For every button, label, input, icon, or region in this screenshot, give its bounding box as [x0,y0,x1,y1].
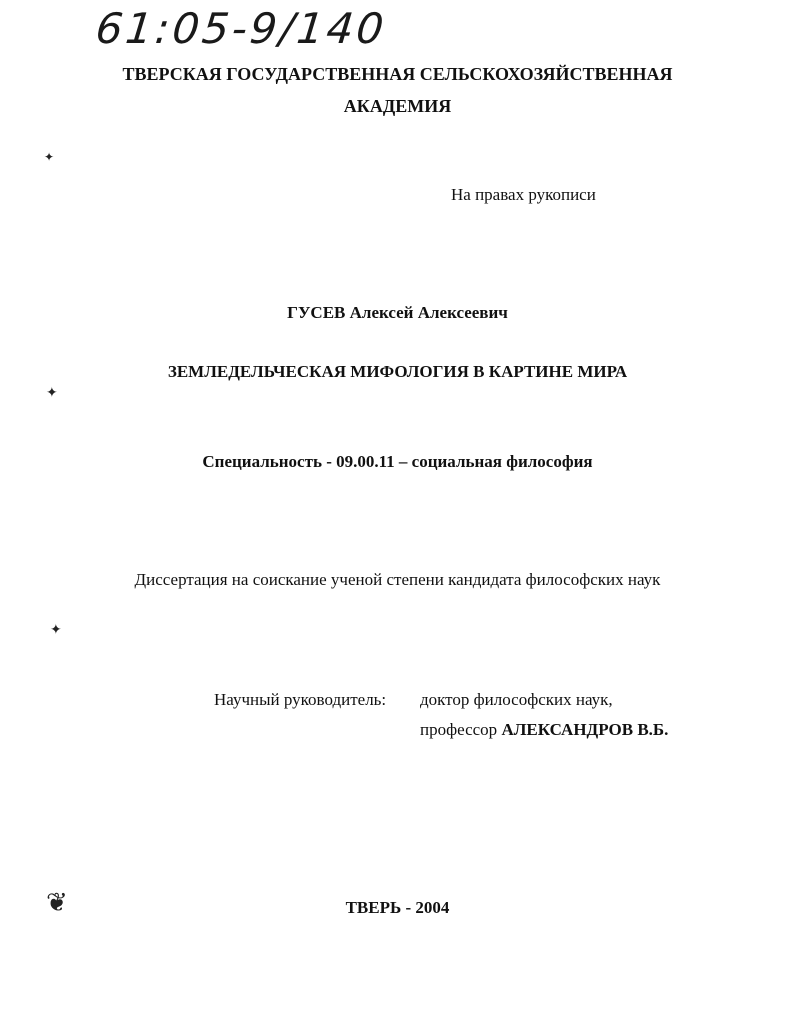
margin-mark-icon: ❦ [46,888,68,918]
margin-mark-icon: ✦ [50,622,62,638]
supervisor-rank-line [420,720,668,740]
dissertation-line: Диссертация на соискание ученой степени кандидата философских наук [134,570,661,589]
supervisor-rank: профессор [420,720,498,739]
supervisor-degree: доктор философских наук, [420,690,613,709]
manuscript-note: На правах рукописи [451,185,596,204]
margin-mark-icon: ✦ [44,150,55,164]
city-year: ТВЕРЬ - 2004 [345,898,450,917]
institution-line-1: ТВЕРСКАЯ ГОСУДАРСТВЕННАЯ СЕЛЬСКОХОЗЯЙСТВЕННАЯ [122,64,673,84]
margin-mark-icon: ✦ [46,385,58,401]
handwritten-archive-code: 61:05-9/140 [93,4,389,53]
supervisor-label: Научный руководитель: [214,690,387,709]
supervisor-name: АЛЕКСАНДРОВ В.Б. [501,720,669,739]
author-name: ГУСЕВ Алексей Алексеевич [287,303,508,322]
specialty-line: Специальность - 09.00.11 – социальная философия [202,452,593,471]
institution-line-2: АКАДЕМИЯ [343,96,452,116]
dissertation-title: ЗЕМЛЕДЕЛЬЧЕСКАЯ МИФОЛОГИЯ В КАРТИНЕ МИРА [167,362,628,381]
